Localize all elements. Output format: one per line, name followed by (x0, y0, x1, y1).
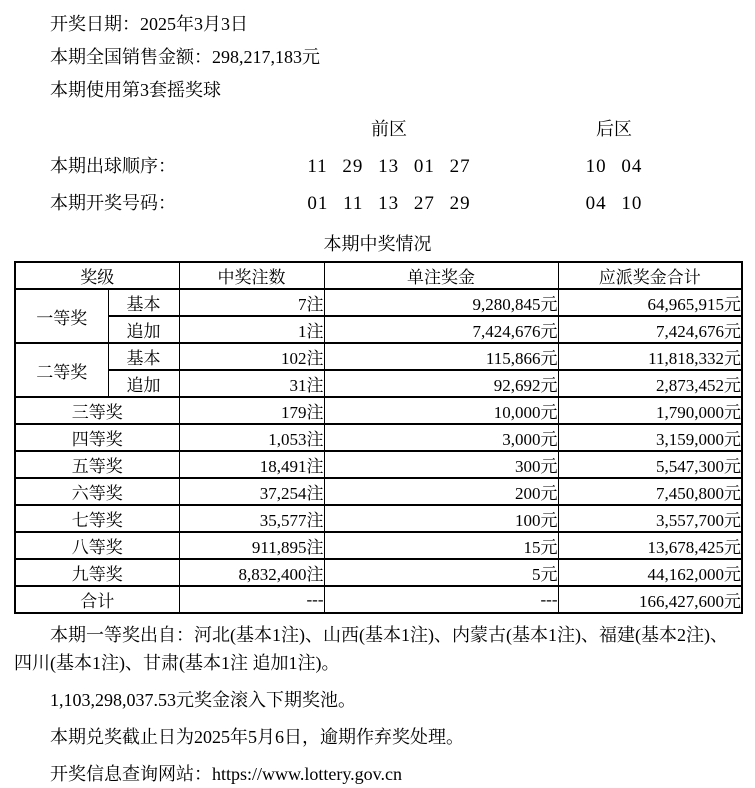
deadline-note: 本期兑奖截止日为2025年5月6日，逾期作弃奖处理。 (50, 727, 464, 747)
total-prize-cell: 166,427,600元 (558, 586, 742, 613)
table-row-third-prize (15, 397, 742, 424)
single-prize-cell: 100元 (324, 505, 558, 532)
rollover-note: 1,103,298,037.53元奖金滚入下期奖池。 (50, 690, 356, 710)
count-cell: 8,832,400注 (179, 559, 324, 586)
single-prize-cell: 9,280,845元 (324, 289, 558, 316)
table-row-eighth-prize (15, 532, 742, 559)
winning-back-numbers: 04 10 (585, 193, 643, 214)
single-prize-cell: 10,000元 (324, 397, 558, 424)
single-prize-cell: 300元 (324, 451, 558, 478)
info-site-note: 开奖信息查询网站：https://www.lottery.gov.cn (50, 764, 402, 784)
count-cell: 7注 (179, 289, 324, 316)
sub-type-cell: 追加 (108, 316, 179, 343)
level-cell: 二等奖 (15, 343, 108, 397)
single-prize-cell: 15元 (324, 532, 558, 559)
total-prize-cell: 44,162,000元 (558, 559, 742, 586)
level-cell: 六等奖 (15, 478, 179, 505)
single-prize-cell: 5元 (324, 559, 558, 586)
single-prize-cell: --- (324, 586, 558, 613)
table-row-fifth-prize (15, 451, 742, 478)
first-prize-origin-note: 本期一等奖出自：河北(基本1注)、山西(基本1注)、内蒙古(基本1注)、福建(基本2注)、四川(基本1注)、甘肃(基本1注 追加1注)。 (14, 625, 728, 673)
single-prize-cell: 200元 (324, 478, 558, 505)
total-prize-cell: 7,424,676元 (558, 316, 742, 343)
count-cell: 18,491注 (179, 451, 324, 478)
total-prize-cell: 5,547,300元 (558, 451, 742, 478)
level-cell: 合计 (15, 586, 179, 613)
header-level: 奖级 (15, 262, 179, 289)
table-header-row (15, 262, 742, 289)
level-cell: 八等奖 (15, 532, 179, 559)
level-cell: 四等奖 (15, 424, 179, 451)
table-row-first-prize-basic (15, 289, 742, 316)
draw-order-label: 本期出球顺序： (50, 156, 176, 176)
draw-order-row (14, 148, 741, 185)
table-row-second-prize-addon (15, 370, 742, 397)
total-prize-cell: 7,450,800元 (558, 478, 742, 505)
count-cell: 37,254注 (179, 478, 324, 505)
table-row-second-prize-basic (15, 343, 742, 370)
total-prize-cell: 13,678,425元 (558, 532, 742, 559)
total-prize-cell: 3,159,000元 (558, 424, 742, 451)
table-row-ninth-prize (15, 559, 742, 586)
total-prize-cell: 3,557,700元 (558, 505, 742, 532)
back-zone-label: 后区 (596, 119, 632, 139)
single-prize-cell: 7,424,676元 (324, 316, 558, 343)
count-cell: 1注 (179, 316, 324, 343)
draw-order-back-numbers: 10 04 (585, 156, 643, 177)
sub-type-cell: 基本 (108, 343, 179, 370)
winning-front-numbers: 01 11 13 27 29 (307, 193, 471, 214)
prize-table (14, 261, 743, 614)
level-cell: 九等奖 (15, 559, 179, 586)
header-total-prize: 应派奖金合计 (558, 262, 742, 289)
header-count: 中奖注数 (179, 262, 324, 289)
total-prize-cell: 1,790,000元 (558, 397, 742, 424)
count-cell: --- (179, 586, 324, 613)
level-cell: 一等奖 (15, 289, 108, 343)
ball-section (14, 111, 741, 222)
sales-amount-line: 本期全国销售金额：298,217,183元 (50, 47, 320, 67)
count-cell: 31注 (179, 370, 324, 397)
level-cell: 七等奖 (15, 505, 179, 532)
total-prize-cell: 11,818,332元 (558, 343, 742, 370)
sub-type-cell: 追加 (108, 370, 179, 397)
zone-header-spacer (14, 111, 264, 148)
draw-order-front-numbers: 11 29 13 01 27 (307, 156, 471, 177)
front-zone-label: 前区 (371, 119, 407, 139)
ball-set-line: 本期使用第3套摇奖球 (50, 80, 221, 100)
sub-type-cell: 基本 (108, 289, 179, 316)
prize-table-title: 本期中奖情况 (323, 234, 432, 254)
count-cell: 35,577注 (179, 505, 324, 532)
header-single-prize: 单注奖金 (324, 262, 558, 289)
count-cell: 179注 (179, 397, 324, 424)
total-prize-cell: 2,873,452元 (558, 370, 742, 397)
table-row-seventh-prize (15, 505, 742, 532)
draw-date-line: 开奖日期：2025年3月3日 (50, 14, 248, 34)
count-cell: 911,895注 (179, 532, 324, 559)
table-row-first-prize-addon (15, 316, 742, 343)
single-prize-cell: 92,692元 (324, 370, 558, 397)
count-cell: 102注 (179, 343, 324, 370)
table-row-fourth-prize (15, 424, 742, 451)
level-cell: 三等奖 (15, 397, 179, 424)
single-prize-cell: 3,000元 (324, 424, 558, 451)
total-prize-cell: 64,965,915元 (558, 289, 742, 316)
winning-numbers-label: 本期开奖号码： (50, 193, 176, 213)
count-cell: 1,053注 (179, 424, 324, 451)
level-cell: 五等奖 (15, 451, 179, 478)
table-row-sixth-prize (15, 478, 742, 505)
winning-numbers-row (14, 185, 741, 222)
zone-header-row (14, 111, 741, 148)
table-row-total (15, 586, 742, 613)
single-prize-cell: 115,866元 (324, 343, 558, 370)
